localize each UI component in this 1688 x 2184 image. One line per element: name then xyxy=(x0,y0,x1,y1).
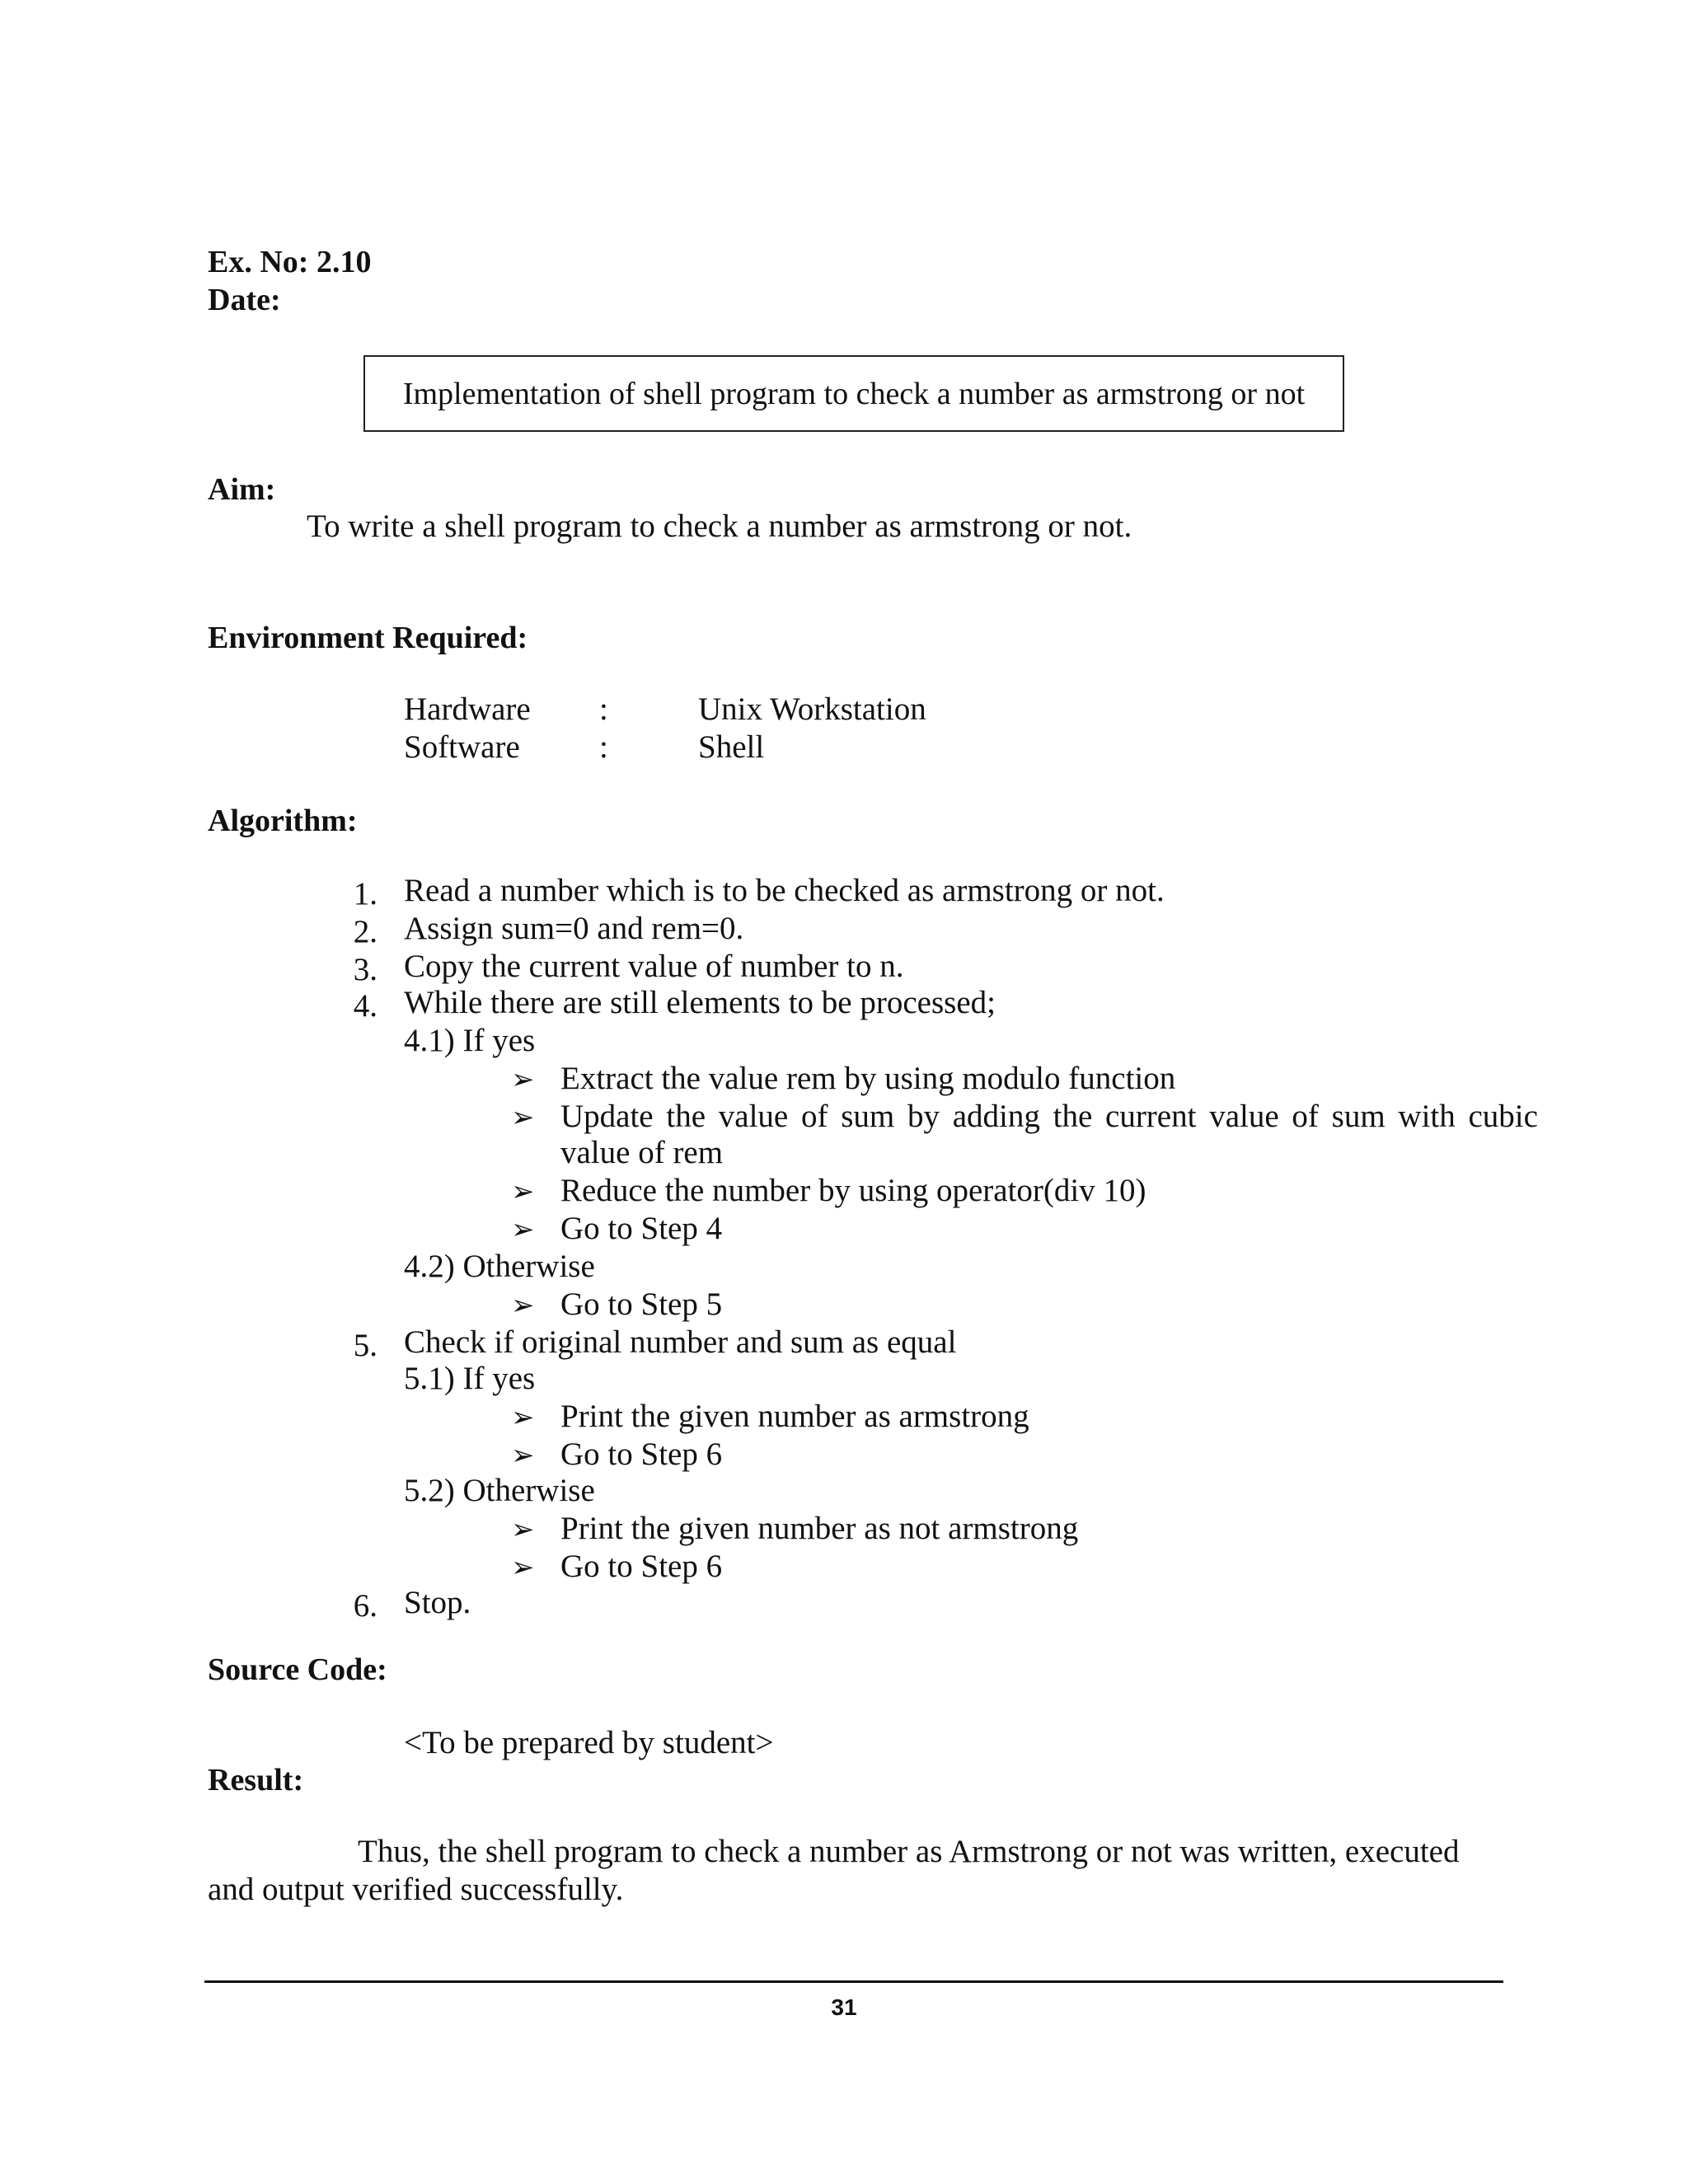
bullet-text: Print the given number as armstrong xyxy=(560,1399,1029,1434)
bullet-text: Go to Step 6 xyxy=(560,1549,723,1584)
environment-separator: : xyxy=(599,691,608,727)
step-number: 6. xyxy=(353,1588,377,1624)
bullet-text: Reduce the number by using operator(div 10) xyxy=(560,1173,1146,1208)
substep-label: 5.1) If yes xyxy=(404,1361,536,1396)
environment-value: Shell xyxy=(698,729,765,765)
document-title: Implementation of shell program to check a number as armstrong or not xyxy=(402,376,1306,411)
substep-label: 4.2) Otherwise xyxy=(404,1249,595,1284)
bullet-text: Go to Step 6 xyxy=(560,1436,723,1472)
result-text-line: and output verified successfully. xyxy=(208,1872,624,1907)
exercise-number: Ex. No: 2.10 xyxy=(208,245,372,279)
algorithm-heading: Algorithm: xyxy=(208,804,358,838)
date-label: Date: xyxy=(208,283,281,317)
substep-label: 4.1) If yes xyxy=(404,1023,536,1058)
bullet-text: Go to Step 4 xyxy=(560,1211,723,1246)
source-code-placeholder: <To be prepared by student> xyxy=(404,1725,774,1760)
step-number: 3. xyxy=(353,952,377,987)
step-text: Copy the current value of number to n. xyxy=(404,949,904,984)
step-text: Read a number which is to be checked as armstrong or not. xyxy=(404,873,1165,908)
source-code-heading: Source Code: xyxy=(208,1652,387,1687)
bullet-text: Print the given number as not armstrong xyxy=(560,1511,1079,1546)
bullet-text: Extract the value rem by using modulo function xyxy=(560,1061,1176,1096)
bullet-text: Go to Step 5 xyxy=(560,1286,723,1322)
environment-separator: : xyxy=(599,729,608,765)
arrow-bullet-icon: ➢ xyxy=(511,1175,535,1208)
step-text: Assign sum=0 and rem=0. xyxy=(404,911,744,946)
step-number: 1. xyxy=(353,876,377,912)
arrow-bullet-icon: ➢ xyxy=(511,1213,535,1246)
step-text: Check if original number and sum as equal xyxy=(404,1324,957,1360)
footer-rule xyxy=(204,1980,1503,1983)
title-box xyxy=(363,355,1344,432)
arrow-bullet-icon: ➢ xyxy=(511,1513,535,1546)
environment-value: Unix Workstation xyxy=(698,691,926,727)
bullet-text: Update the value of sum by adding the current value of sum with cubic xyxy=(560,1099,1538,1134)
arrow-bullet-icon: ➢ xyxy=(511,1401,535,1434)
step-number: 5. xyxy=(353,1328,377,1363)
aim-text: To write a shell program to check a number as armstrong or not. xyxy=(307,509,1132,544)
page-number: 31 xyxy=(831,1994,857,2020)
arrow-bullet-icon: ➢ xyxy=(511,1439,535,1472)
step-number: 2. xyxy=(353,914,377,949)
arrow-bullet-icon: ➢ xyxy=(511,1551,535,1584)
environment-heading: Environment Required: xyxy=(208,621,528,655)
arrow-bullet-icon: ➢ xyxy=(511,1063,535,1096)
step-number: 4. xyxy=(353,988,377,1024)
arrow-bullet-icon: ➢ xyxy=(511,1289,535,1322)
step-text: Stop. xyxy=(404,1585,471,1620)
result-text-line: Thus, the shell program to check a number as Armstrong or not was written, executed xyxy=(358,1834,1460,1869)
step-text: While there are still elements to be processed; xyxy=(404,985,996,1020)
environment-key: Hardware xyxy=(404,691,531,727)
result-heading: Result: xyxy=(208,1763,304,1797)
environment-key: Software xyxy=(404,729,520,765)
substep-label: 5.2) Otherwise xyxy=(404,1473,595,1508)
aim-heading: Aim: xyxy=(208,472,276,507)
bullet-text-continuation: value of rem xyxy=(560,1135,724,1170)
arrow-bullet-icon: ➢ xyxy=(511,1101,535,1134)
